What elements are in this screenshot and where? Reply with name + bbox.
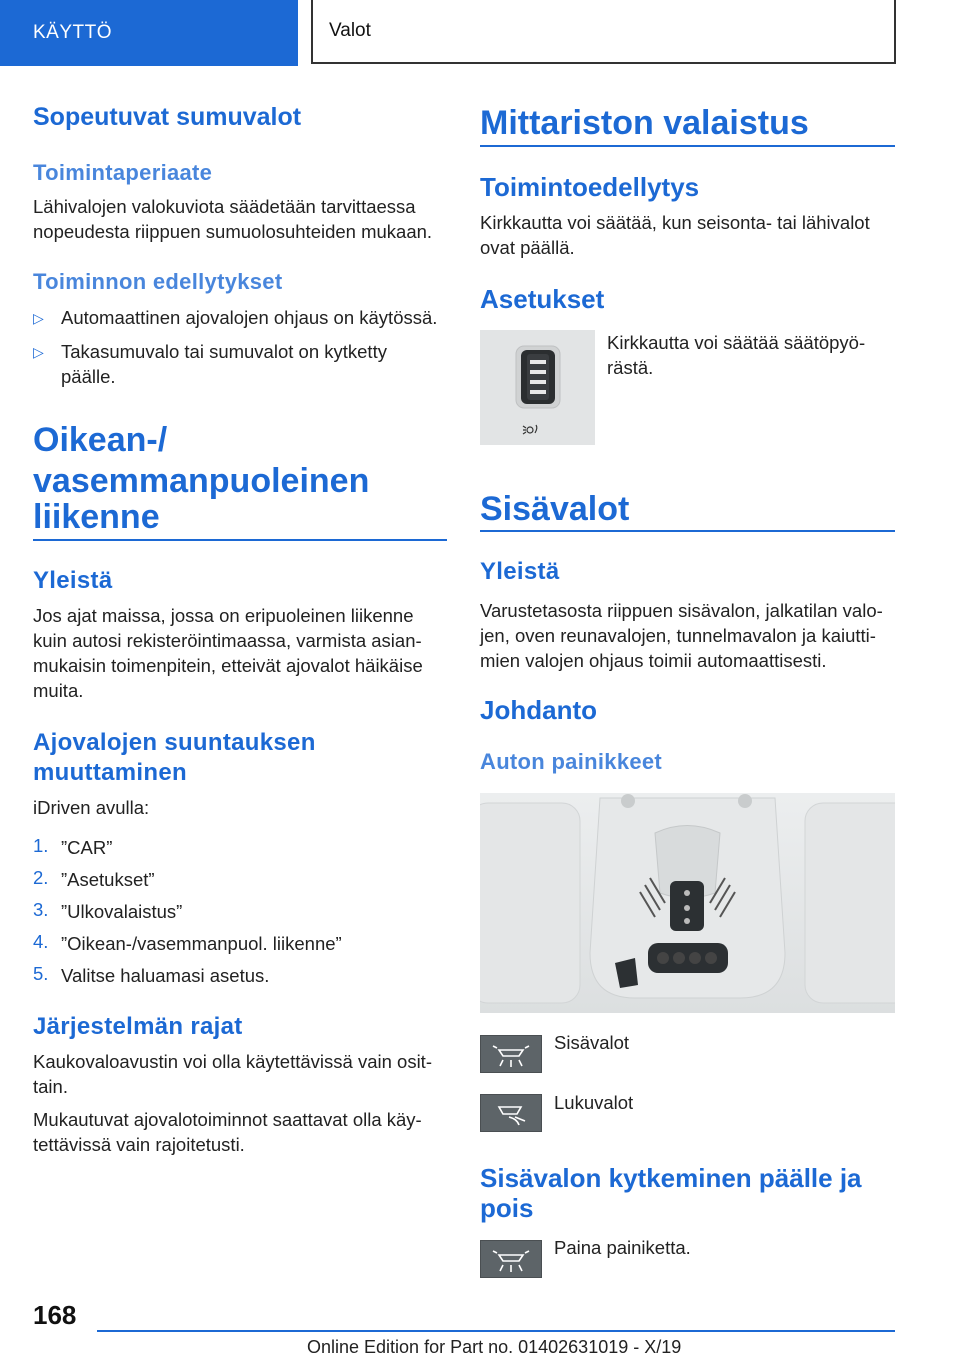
section-label: KÄYTTÖ — [33, 22, 113, 43]
dimmer-wheel-image — [480, 330, 595, 445]
toimintaperiaate-text-1: Lähivalojen valokuviota säädetään tarvittaessa — [33, 196, 416, 217]
yleista-line: muita. — [33, 680, 84, 701]
roof-console-image — [480, 793, 895, 1013]
toimintoedellytys-line: ovat päällä. — [480, 237, 575, 258]
suuntaus-intro: iDriven avulla: — [33, 797, 150, 818]
step-text: ”CAR” — [61, 837, 113, 858]
yleista-title: Yleistä — [33, 567, 113, 594]
interior-light-button-icon — [480, 1240, 542, 1278]
step-text: ”Ulkovalaistus” — [61, 901, 183, 922]
asetukset-line: Kirkkautta voi säätää säätöpyö- — [607, 332, 866, 353]
rajat-line: Mukautuvat ajovalotoiminnot saattavat olla käy- — [33, 1109, 422, 1130]
sisavalot-yleista-line: mien valojen ohjaus toimii automaattisesti. — [480, 650, 827, 671]
edition-text: Online Edition for Part no. 01402631019 - X/19 — [307, 1337, 682, 1357]
liikenne-title-3: liikenne — [33, 498, 160, 536]
yleista-line: kuin autosi rekisteröintimaassa, varmista asian- — [33, 630, 422, 651]
rajat-line: tettävissä vain rajoitetusti. — [33, 1134, 245, 1155]
step-number: 1. — [33, 835, 49, 856]
rajat-title: Järjestelmän rajat — [33, 1013, 243, 1040]
rajat-line: tain. — [33, 1076, 68, 1097]
chapter-tab — [311, 0, 896, 64]
toimintaperiaate-text-2: nopeudesta riippuen sumuolosuhteiden mukaan. — [33, 221, 433, 242]
sisavalot-yleista-title: Yleistä — [480, 558, 560, 585]
suuntaus-title-2: muuttaminen — [33, 759, 187, 786]
step-number: 2. — [33, 867, 49, 888]
bullet-icon: ▷ — [33, 344, 44, 360]
section-rule — [33, 539, 447, 541]
edellytys-item: Takasumuvalo tai sumuvalot on kytketty — [61, 341, 387, 362]
step-text: ”Oikean-/vasemmanpuol. liikenne” — [61, 933, 342, 954]
page-number: 168 — [33, 1300, 77, 1330]
sisavalot-label: Sisävalot — [554, 1032, 630, 1053]
asetukset-line: rästä. — [607, 357, 654, 378]
sisavalot-title: Sisävalot — [480, 490, 630, 528]
footer-rule — [97, 1330, 895, 1332]
sisavalot-yleista-line: Varustetasosta riippuen sisävalon, jalkatilan valo- — [480, 600, 883, 621]
suuntaus-title-1: Ajovalojen suuntauksen — [33, 729, 316, 756]
step-number: 3. — [33, 899, 49, 920]
sisavalot-yleista-line: jen, oven reunavalojen, tunnelmavalon ja kaiutti- — [480, 625, 876, 646]
mittaristo-title: Mittariston valaistus — [480, 104, 809, 142]
interior-light-icon — [480, 1035, 542, 1073]
section-rule — [480, 145, 895, 147]
section-rule — [480, 530, 895, 532]
step-text: Valitse haluamasi asetus. — [61, 965, 270, 986]
asetukset-title: Asetukset — [480, 284, 605, 314]
yleista-line: Jos ajat maissa, jossa on eripuoleinen liikenne — [33, 605, 414, 626]
edellytys-item: Automaattinen ajovalojen ohjaus on käytössä. — [61, 307, 438, 328]
toimintoedellytys-line: Kirkkautta voi säätää, kun seisonta- tai lähivalot — [480, 212, 870, 233]
reading-light-icon — [480, 1094, 542, 1132]
toimintoedellytys-title: Toimintoedellytys — [480, 172, 700, 202]
step-number: 5. — [33, 963, 49, 984]
rajat-line: Kaukovaloavustin voi olla käytettävissä vain osit- — [33, 1051, 432, 1072]
johdanto-title: Johdanto — [480, 695, 597, 725]
section-tab — [0, 0, 298, 66]
kytkeminen-title-1: Sisävalon kytkeminen päälle ja — [480, 1163, 862, 1193]
toimintaperiaate-title: Toimintaperiaate — [33, 160, 213, 185]
kytkeminen-title-2: pois — [480, 1193, 534, 1223]
bullet-icon: ▷ — [33, 310, 44, 326]
step-number: 4. — [33, 931, 49, 952]
painikkeet-title: Auton painikkeet — [480, 749, 663, 774]
edellytykset-title: Toiminnon edellytykset — [33, 269, 283, 294]
step-text: ”Asetukset” — [61, 869, 155, 890]
edellytys-item-cont: päälle. — [61, 366, 116, 387]
liikenne-title-2: vasemmanpuoleinen — [33, 462, 370, 500]
kytkeminen-text: Paina painiketta. — [554, 1237, 691, 1258]
yleista-line: mukaisin toimenpitein, etteivät ajovalot häikäise — [33, 655, 423, 676]
sumuvalot-title: Sopeutuvat sumuvalot — [33, 103, 302, 131]
chapter-label: Valot — [329, 20, 371, 41]
liikenne-title-1: Oikean-/ — [33, 421, 168, 459]
lukuvalot-label: Lukuvalot — [554, 1092, 634, 1113]
